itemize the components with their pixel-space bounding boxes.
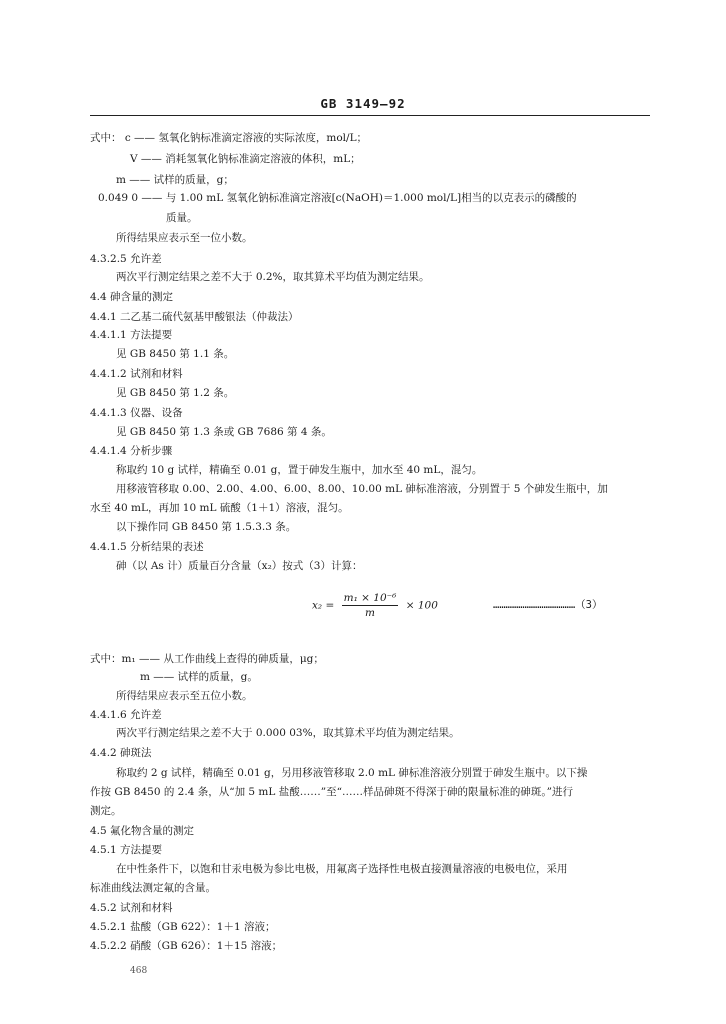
equation-number: …………………………………（3） (493, 599, 603, 611)
text-line: 式中：m₁ —— 从工作曲线上查得的砷质量，μg； (90, 653, 324, 665)
text-line: 4.4.1.6 允许差 (90, 709, 162, 721)
text-line: 称取约 10 g 试样，精确至 0.01 g，置于砷发生瓶中，加水至 40 mL，混匀。 (116, 464, 483, 476)
text-line: 在中性条件下，以饱和甘汞电极为参比电极，用氟离子选择性电极直接测量溶液的电极电位，采用 (116, 863, 568, 875)
header-rule (90, 115, 650, 116)
standard-header: GB 3149—92 (320, 96, 406, 111)
text-line: V —— 消耗氢氧化钠标准滴定溶液的体积，mL； (130, 153, 361, 165)
formula-3 (312, 592, 438, 619)
text-line: 所得结果应表示至五位小数。 (116, 690, 253, 702)
text-line: 4.4.2 砷斑法 (90, 747, 152, 759)
text-line: 见 GB 8450 第 1.3 条或 GB 7686 第 4 条。 (116, 426, 332, 438)
text-line: 4.4.1.4 分析步骤 (90, 445, 173, 457)
text-line: 4.4.1.3 仪器、设备 (90, 407, 183, 419)
text-line: 4.4 砷含量的测定 (90, 291, 174, 303)
text-line: 质量。 (166, 212, 198, 224)
text-line: 作按 GB 8450 的 2.4 条，从“加 5 mL 盐酸……”至“……样品砷斑不得深于砷的限量标准的砷斑。”进行 (90, 786, 574, 798)
text-line: 见 GB 8450 第 1.2 条。 (116, 387, 235, 399)
text-line: 4.5.2 试剂和材料 (90, 902, 173, 914)
text-line: 4.4.1.1 方法提要 (90, 329, 173, 341)
text-line: 4.4.1 二乙基二硫代氨基甲酸银法（仲裁法） (90, 311, 299, 323)
text-line: m —— 试样的质量，g。 (140, 671, 258, 683)
text-line: 两次平行测定结果之差不大于 0.2%，取其算术平均值为测定结果。 (116, 271, 430, 283)
text-line: 水至 40 mL，再加 10 mL 硫酸（1＋1）溶液，混匀。 (90, 502, 349, 514)
text-line: 称取约 2 g 试样，精确至 0.01 g，另用移液管移取 2.0 mL 砷标准溶液分别置于砷发生瓶中。以下操 (116, 767, 588, 779)
text-line: 4.5.2.1 盐酸（GB 622）：1＋1 溶液； (90, 921, 276, 933)
text-line: 标准曲线法测定氟的含量。 (90, 882, 216, 894)
text-line: 式中： c —— 氢氧化钠标准滴定溶液的实际浓度，mol/L； (90, 132, 368, 144)
text-line: m —— 试样的质量，g； (116, 174, 234, 186)
formula-numerator: m₁ × 10⁻⁶ (343, 592, 397, 604)
text-line: 4.5.2.2 硝酸（GB 626）：1＋15 溶液； (90, 940, 283, 952)
text-line: 以下操作同 GB 8450 第 1.5.3.3 条。 (116, 521, 297, 533)
formula-denominator: m (365, 607, 375, 619)
text-line: 砷（以 As 计）质量百分含量（x₂）按式（3）计算： (116, 560, 363, 572)
text-line: 两次平行测定结果之差不大于 0.000 03%，取其算术平均值为测定结果。 (116, 727, 460, 739)
page-number: 468 (130, 966, 148, 976)
formula-lhs: x₂ = (312, 599, 335, 612)
text-line: 用移液管移取 0.00、2.00、4.00、6.00、8.00、10.00 mL 砷标准溶液，分别置于 5 个砷发生瓶中，加 (116, 483, 608, 495)
formula-fraction (342, 592, 399, 619)
text-line: 见 GB 8450 第 1.1 条。 (116, 348, 235, 360)
text-line: 4.5 氟化物含量的测定 (90, 825, 195, 837)
text-line: 4.4.1.5 分析结果的表述 (90, 541, 204, 553)
text-line: 0.049 0 —— 与 1.00 mL 氢氧化钠标准滴定溶液[c(NaOH)＝1.000 mol/L]相当的以克表示的磷酸的 (98, 192, 577, 204)
formula-tail: × 100 (405, 599, 438, 612)
text-line: 4.5.1 方法提要 (90, 844, 163, 856)
text-line: 所得结果应表示至一位小数。 (116, 232, 253, 244)
text-line: 测定。 (90, 805, 122, 817)
text-line: 4.4.1.2 试剂和材料 (90, 368, 183, 380)
text-line: 4.3.2.5 允许差 (90, 253, 162, 265)
